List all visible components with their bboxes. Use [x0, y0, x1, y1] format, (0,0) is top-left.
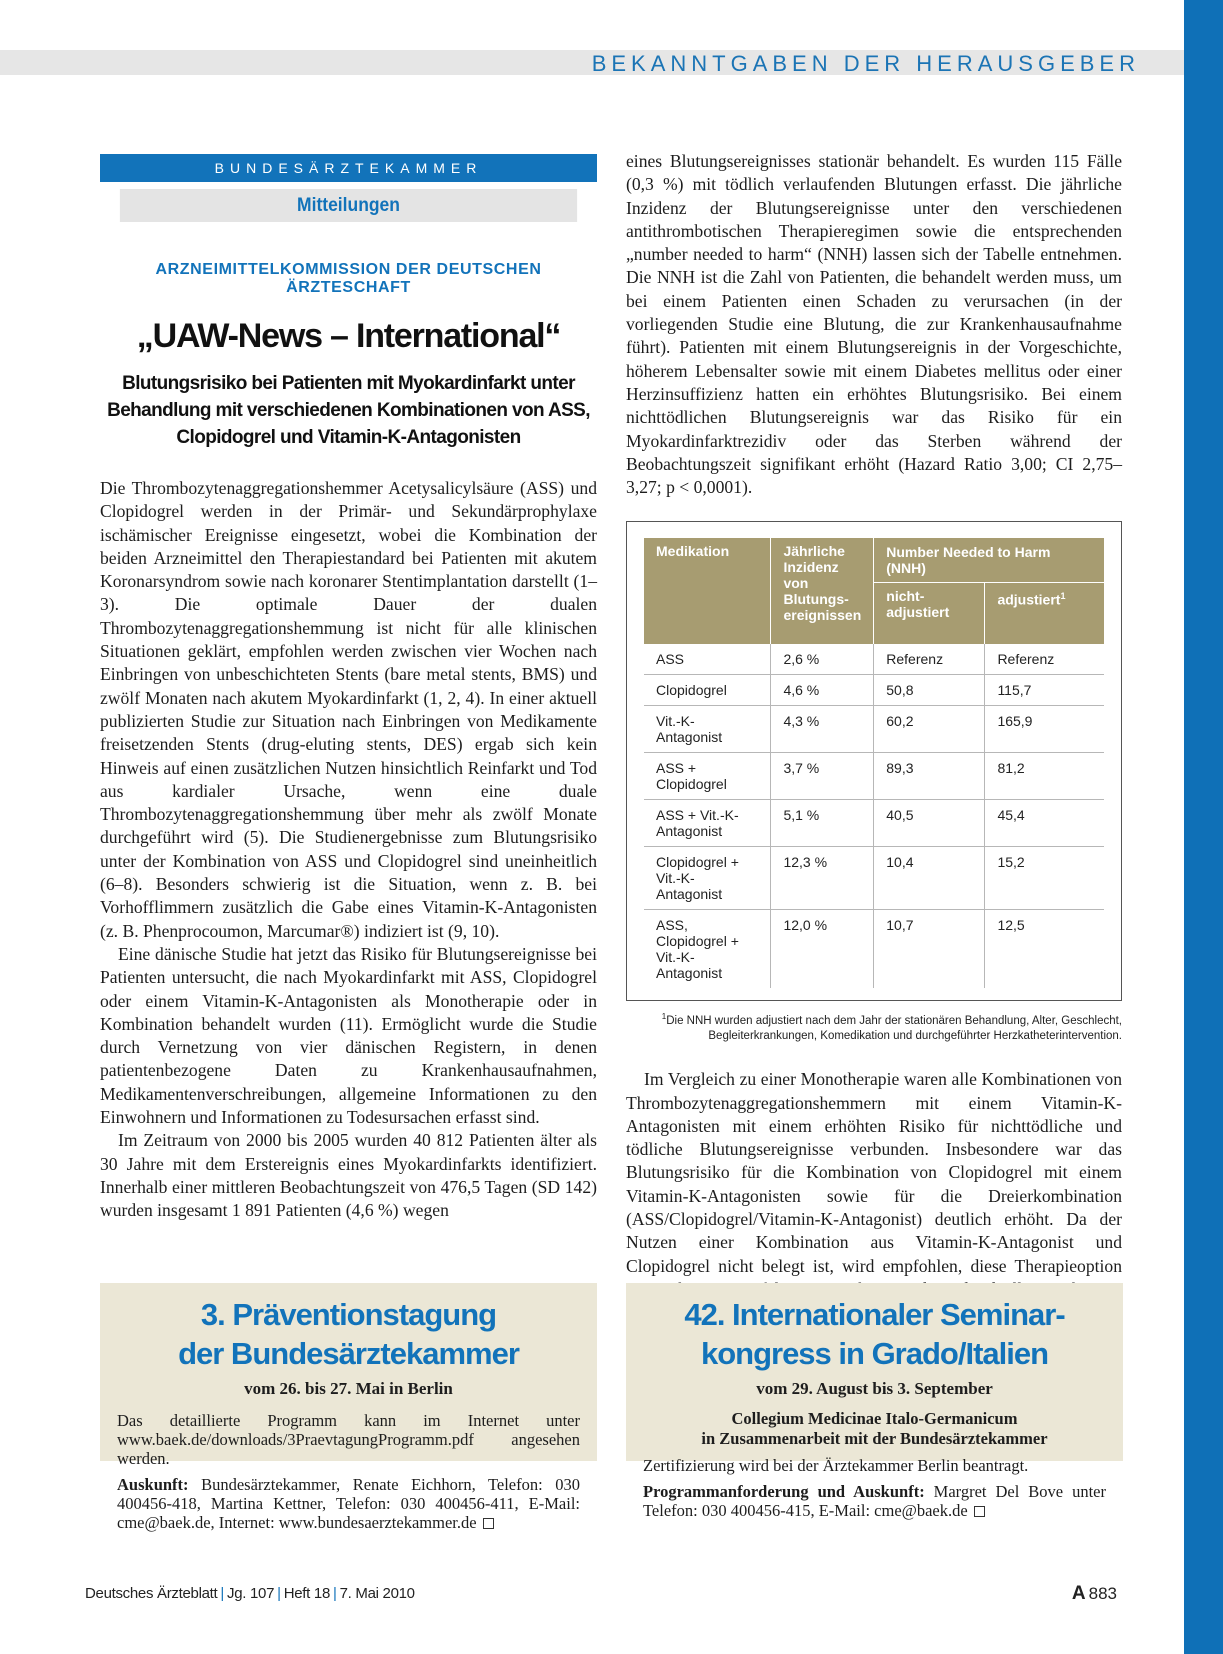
cell-incidence: 5,1 % [771, 800, 874, 847]
journal-date: 7. Mai 2010 [339, 1585, 415, 1602]
article-subtitle [100, 370, 597, 451]
cell-nnh-adjusted: 12,5 [985, 910, 1104, 989]
page-footer: Deutsches Ärzteblatt | Jg. 107 | Heft 18 | 7. Mai 2010 [85, 1585, 415, 1602]
article-body-right-top [626, 150, 1122, 499]
table-row [644, 644, 1104, 675]
header-incidence: Jährliche Inzidenz von Blutungs-ereignissen [771, 538, 874, 644]
table-footnote [626, 1009, 1122, 1044]
right-edge-bar [1184, 0, 1223, 1654]
cell-incidence: 12,0 % [771, 910, 874, 989]
announcement-date: vom 29. August bis 3. September [756, 1379, 993, 1398]
table-row [644, 847, 1104, 910]
journal-issue: Heft 18 [283, 1585, 330, 1602]
announcement-title [117, 1295, 580, 1373]
cell-medication: ASS + Vit.-K-Antagonist [644, 800, 771, 847]
header-nnh-group: Number Needed to Harm (NNH) [874, 538, 1104, 583]
subtitle-line: Behandlung mit verschiedenen Kombinationen von ASS, [107, 400, 590, 421]
cell-nnh-unadjusted: 50,8 [874, 675, 985, 706]
table-row [644, 675, 1104, 706]
cell-nnh-adjusted: 165,9 [985, 706, 1104, 753]
header-adjusted-footnote-mark: 1 [1060, 591, 1066, 602]
cell-medication: Vit.-K-Antagonist [644, 706, 771, 753]
announcement-praeventionstagung [100, 1283, 597, 1532]
cell-medication: ASS + Clopidogrel [644, 753, 771, 800]
section-header-label: BEKANNTGABEN DER HERAUSGEBER [591, 51, 1140, 76]
nnh-table [644, 538, 1104, 988]
page-number [1072, 1583, 1117, 1605]
page-number-value: 883 [1088, 1584, 1117, 1603]
footnote-text: Die NNH wurden adjustiert nach dem Jahr der stationären Behandlung, Alter, Geschlecht, Begleiterkrankungen, Komedikation und durchgeführter Herzkatheterintervention. [666, 1015, 1122, 1043]
announcement-date: vom 26. bis 27. Mai in Berlin [244, 1379, 453, 1398]
table-row [644, 910, 1104, 989]
department-bar: BUNDESÄRZTEKAMMER [100, 154, 597, 182]
announcement-contact [117, 1475, 580, 1532]
organizer-line: in Zusammenarbeit mit der Bundesärztekammer [701, 1429, 1048, 1448]
cell-nnh-adjusted: 15,2 [985, 847, 1104, 910]
header-adjusted: adjustiert [997, 592, 1061, 609]
cell-incidence: 12,3 % [771, 847, 874, 910]
journal-volume: Jg. 107 [227, 1585, 275, 1602]
cell-nnh-adjusted: 45,4 [985, 800, 1104, 847]
organization-heading: ARZNEIMITTELKOMMISSION DER DEUTSCHEN ÄRZTESCHAFT [155, 261, 542, 296]
announcement-title [643, 1295, 1106, 1373]
announcement-seminarkongress [626, 1283, 1123, 1520]
right-column [626, 150, 1122, 1301]
cell-medication: ASS, Clopidogrel + Vit.-K-Antagonist [656, 917, 739, 982]
contact-text: Bundesärztekammer, Renate Eichhorn, Telefon: 030 400456-418, Martina Kettner, Telefon: 030 400456-411, E-Mail: cme@baek.de, Internet: www.bundesaerztekammer.de [117, 1475, 580, 1532]
cell-nnh-unadjusted: 10,4 [874, 847, 985, 910]
cell-nnh-unadjusted: Referenz [874, 644, 985, 675]
journal-name: Deutsches Ärzteblatt [85, 1585, 218, 1602]
announcement-title-line: 3. Präventionstagung [200, 1297, 497, 1332]
article-title: „UAW-News – International“ [136, 317, 561, 355]
cell-nnh-adjusted: 115,7 [985, 675, 1104, 706]
cell-incidence: 2,6 % [771, 644, 874, 675]
cell-medication: Clopidogrel [644, 675, 771, 706]
announcement-contact [643, 1482, 1106, 1520]
article-body-left [100, 477, 597, 1223]
table-row [644, 800, 1104, 847]
announcement-title-line: der Bundesärztekammer [178, 1336, 519, 1371]
organizer-line: Collegium Medicinae Italo-Germanicum [731, 1409, 1018, 1428]
body-paragraph: Im Vergleich zu einer Monotherapie waren alle Kombinationen von Thrombozytenaggregationshemmern mit einem Vitamin-K-Antagonisten mit einem erhöhten Risiko für nichttödliche und tödliche Blutungsereignisse verbunden. Insbesondere war das Blutungsrisiko für die Kombination von Clopidogrel mit einem Vitamin-K-Antagonisten sowie für die Dreierkombination (ASS/Clopidogrel/Vitamin-K-Antagonist) deutlich erhöht. Da der Nutzen einer Kombination aus Vitamin-K-Antagonist und Clopidogrel nicht belegt ist, wird empfohlen, diese Therapieoption [626, 1069, 1122, 1276]
contact-label: Auskunft: [117, 1475, 189, 1494]
header-medication: Medikation [644, 538, 771, 644]
table-row [644, 753, 1104, 800]
cell-nnh-adjusted: Referenz [985, 644, 1104, 675]
subtitle-line: Blutungsrisiko bei Patienten mit Myokardinfarkt unter [122, 373, 575, 394]
contact-text: Margret Del Bove unter Telefon: 030 400456-415, E-Mail: cme@baek.de [643, 1482, 1106, 1520]
cell-nnh-unadjusted: 89,3 [874, 753, 985, 800]
page-prefix: A [1071, 1583, 1086, 1604]
end-mark-icon [974, 1506, 985, 1517]
table-row [644, 706, 1104, 753]
announcement-organizer [643, 1409, 1106, 1449]
header-adjusted-cell [985, 583, 1104, 645]
cell-incidence: 4,3 % [771, 706, 874, 753]
section-header-band [0, 50, 1184, 75]
cell-nnh-unadjusted: 10,7 [874, 910, 985, 989]
cell-incidence: 4,6 % [771, 675, 874, 706]
end-mark-icon [483, 1518, 494, 1529]
contact-label: Programmanforderung und Auskunft: [643, 1482, 925, 1501]
announcement-text: Das detaillierte Programm kann im Internet unter www.baek.de/downloads/3PraevtagungProgramm.pdf angesehen werden. [117, 1411, 580, 1468]
cell-incidence: 3,7 % [771, 753, 874, 800]
body-paragraph: Die Thrombozytenaggregationshemmer Acetysalicylsäure (ASS) und Clopidogrel werden in der Primär- und Sekundärprophylaxe ischämischer Ereignisse eingesetzt, wobei die Kombination der beiden Arzneimittel den Therapiestandard bei Patienten mit akutem Koronarsyndrom sowie nach koronarer Stentimplantation darstellt (1–3). Die optimale Dauer der dualen Thrombozytenaggregationshemmung ist nicht für alle klinischen Situationen geklärt, empfohlen werden zwischen vier Wochen nach Einbringen von unbeschichteten Stents (bare metal stents, BMS) und zwölf Monaten nach akutem Myokardinfarkt (1, 2, 4). In einer aktuell publizierten Studie zur Situation nach Einbringen von Medikamente freisetzenden Stents (drug-eluting stents, DES) ergab sich kein Hinweis auf einen zusätzlichen Nutzen hinsichtlich Reinfarkt und Tod aus kardialer Ursache, wenn eine duale Thrombozytenaggregationshemmung über mehr als zwölf Monate durchgeführt wird (5). Die Studienergebnisse zum Blutungsrisiko unter der Kombination von ASS und Clopidogrel sind uneinheitlich (6–8). Besonders schwierig ist die Situation, wenn z. B. bei Vorhofflimmern zusätzlich die Gabe eines Vitamin-K-Antagonisten (z. B. Phenprocoumon, Marcumar®) indiziert ist (9, 10). [100, 478, 597, 941]
cell-nnh-unadjusted: 60,2 [874, 706, 985, 753]
body-paragraph: eines Blutungsereignisses stationär behandelt. Es wurden 115 Fälle (0,3 %) mit tödlich verlaufenden Blutungen erfasst. Die jährliche Inzidenz der Blutungsereignisse unter den verschiedenen antithrombotischen Therapieregimen sowie die entsprechenden „number needed to harm“ (NNH) lassen sich der Tabelle entnehmen. Die NNH ist die Zahl von Patienten, die behandelt werden muss, um bei einem Patienten einen Schaden zu verursachen (in der vorliegenden Studie eine Blutung, die zur Krankenhausaufnahme führt). Patienten mit einem Blutungsereignis in der Vorgeschichte, höherem Lebensalter sowie mit einem Diabetes mellitus oder einer Herzinsuffizienz hatten ein erhöhtes Blutungsrisiko. Bei einem nichttödlichen Blutungsereignis war das Risiko für ein Myokardinfarktrezidiv oder das Sterben während der Beobachtungszeit signifikant erhöht (Hazard Ratio 3,00; CI 2,75–3,27; p < 0,0001). [626, 151, 1122, 498]
cell-nnh-unadjusted: 40,5 [874, 800, 985, 847]
article-body-right-bottom [626, 1068, 1122, 1301]
left-column [100, 154, 597, 1223]
cell-nnh-adjusted: 81,2 [985, 753, 1104, 800]
nnh-table-body [644, 644, 1104, 988]
announcement-title-line: 42. Internationaler Seminar- [684, 1297, 1065, 1332]
header-unadjusted: nicht-adjustiert [874, 583, 985, 645]
announcement-certification: Zertifizierung wird bei der Ärztekammer Berlin beantragt. [643, 1456, 1029, 1475]
announcement-title-line: kongress in Grado/Italien [700, 1336, 1049, 1371]
cell-medication: Clopidogrel + Vit.-K-Antagonist [644, 847, 771, 910]
body-paragraph: Im Zeitraum von 2000 bis 2005 wurden 40 812 Patienten älter als 30 Jahre mit dem Erstereignis eines Myokardinfarkts identifiziert. Innerhalb einer mittleren Beobachtungszeit von 476,5 Tagen (SD 142) wurden insgesamt 1 891 Patienten (4,6 %) wegen [100, 1130, 597, 1221]
nnh-table-box [626, 521, 1122, 1001]
footnote-mark: 1 [661, 1012, 667, 1022]
cell-medication: ASS [644, 644, 771, 675]
body-paragraph: Eine dänische Studie hat jetzt das Risiko für Blutungsereignisse bei Patienten untersucht, die nach Myokardinfarkt mit ASS, Clopidogrel oder einem Vitamin-K-Antagonisten als Monotherapie oder in Kombination behandelt wurden (11). Ermöglicht wurde die Studie durch Vernetzung von vier dänischen Registern, in denen patientenbezogene Daten zu Krankenhausaufnahmen, Medikamentenverschreibungen, allgemeine Informationen zu den Einwohnern und Informationen zu Todesursachen erfasst sind. [100, 943, 597, 1128]
subtitle-line: Clopidogrel und Vitamin-K-Antagonisten [176, 427, 521, 448]
subdepartment-bar: Mitteilungen [120, 189, 577, 222]
